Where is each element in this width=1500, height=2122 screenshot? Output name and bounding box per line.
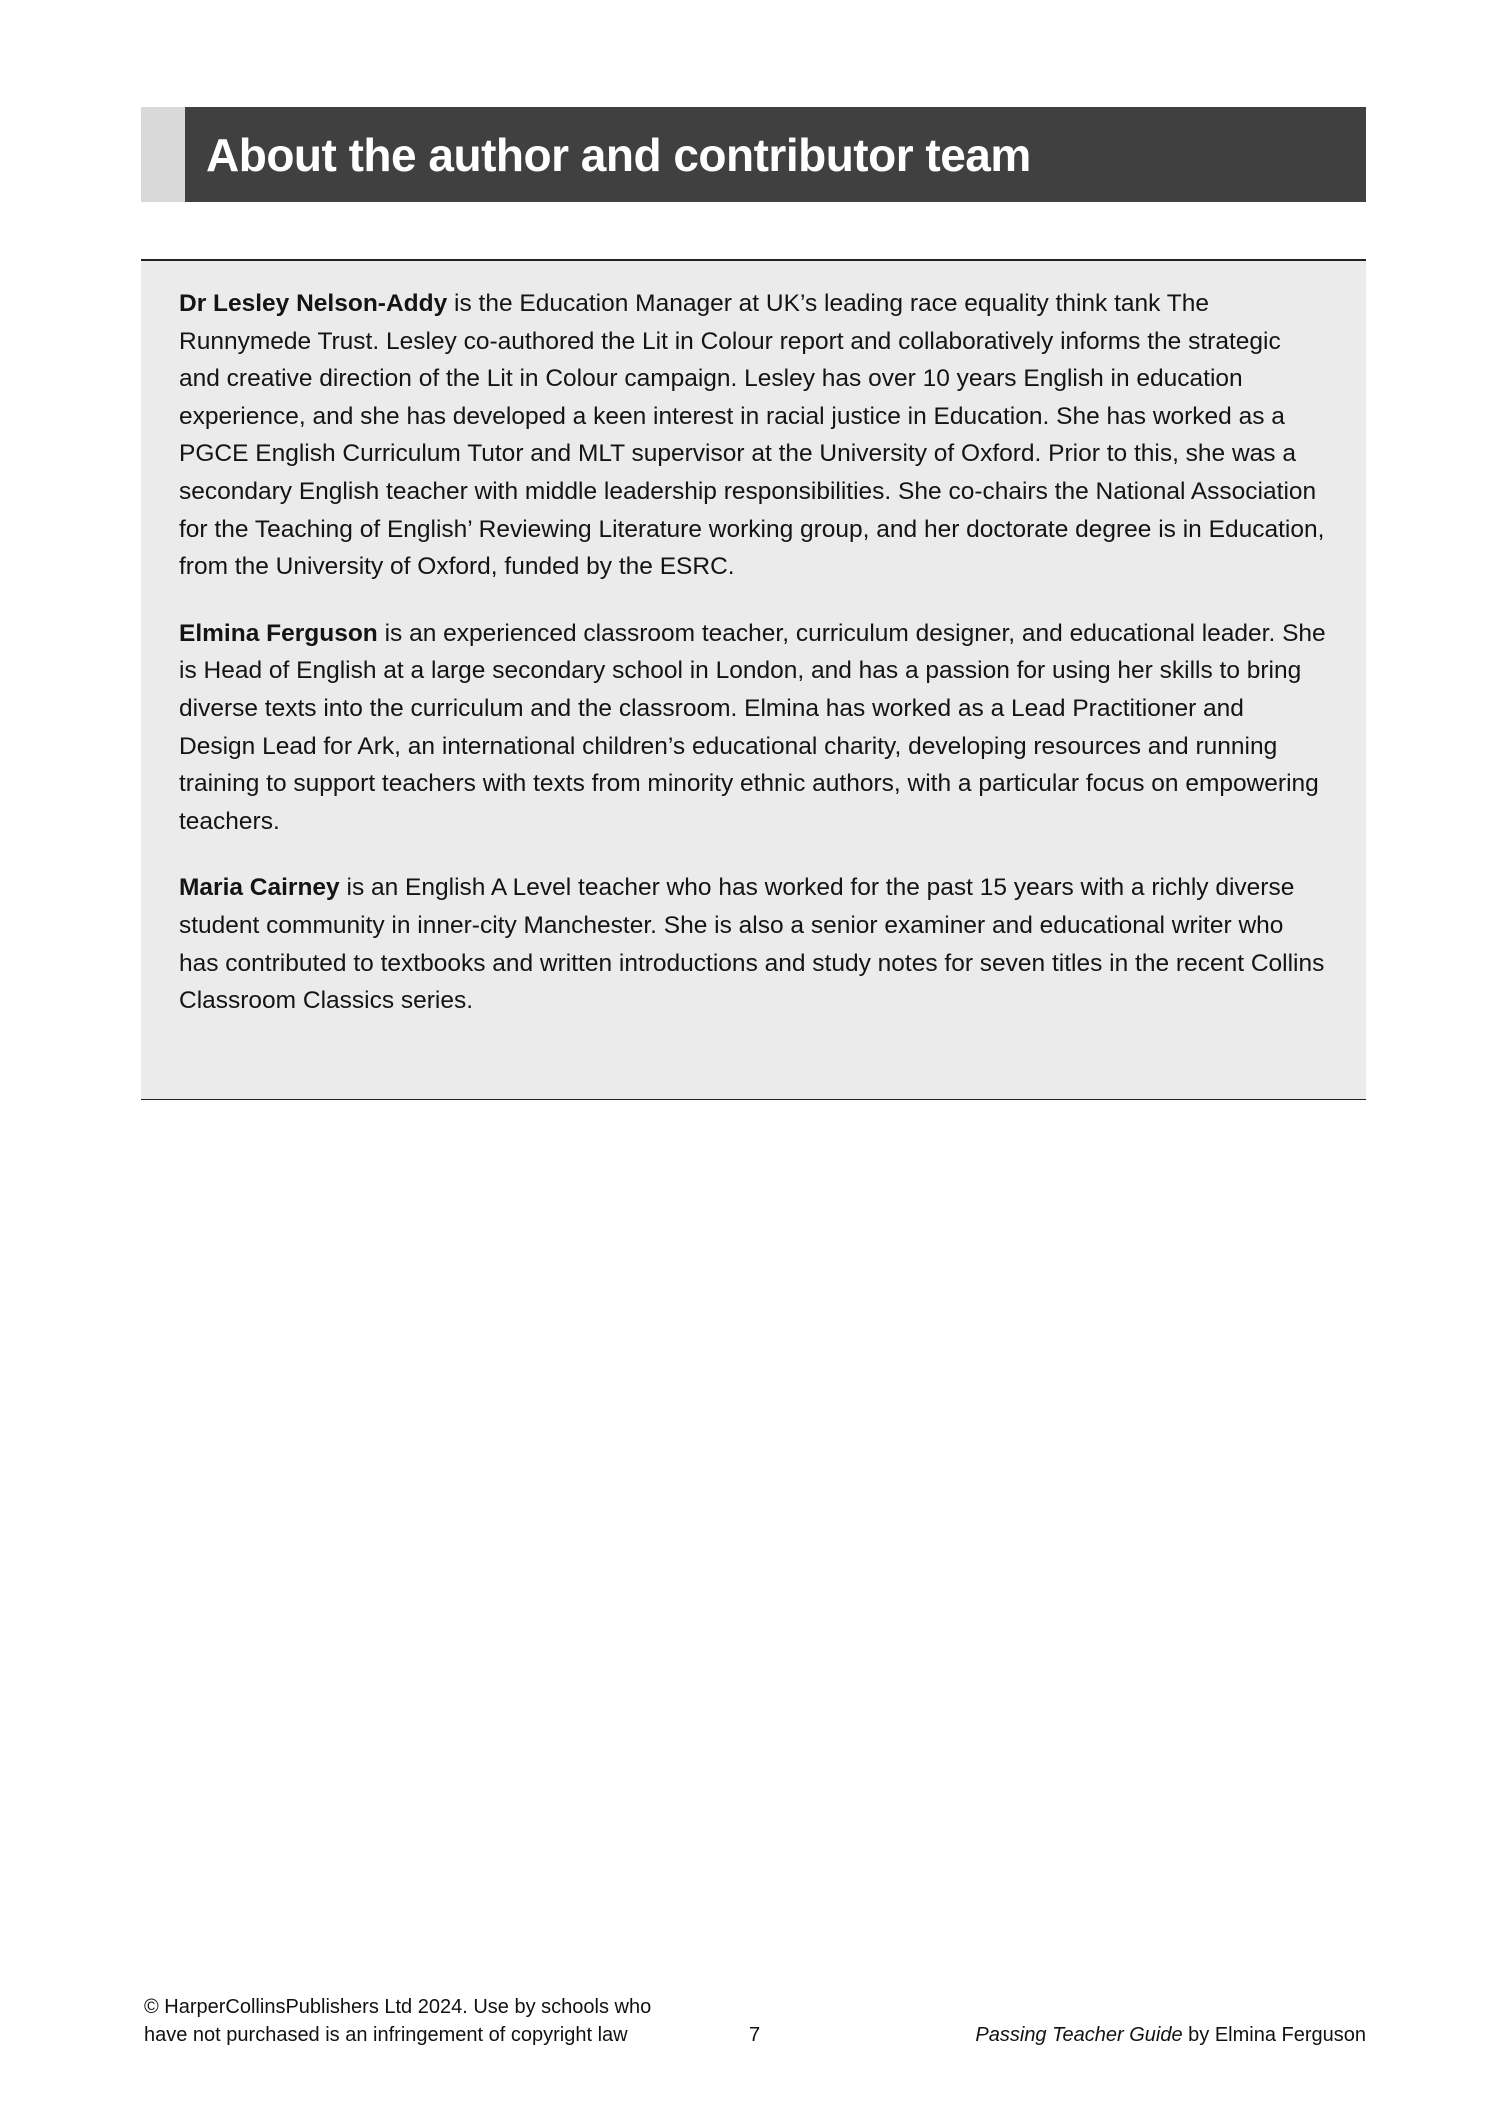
bio-name: Dr Lesley Nelson-Addy — [179, 290, 448, 317]
bio-paragraph-maria-cairney — [179, 869, 1326, 1019]
bio-name: Maria Cairney — [179, 874, 340, 902]
bio-paragraph-elmina-ferguson — [179, 615, 1326, 841]
book-credit — [975, 2021, 1366, 2049]
copyright-line-1: © HarperCollinsPublishers Ltd 2024. Use by schools who — [144, 1996, 652, 2018]
copyright-notice — [144, 1993, 704, 2049]
title-background — [185, 107, 1366, 202]
copyright-line-2: have not purchased is an infringement of copyright law — [144, 2024, 628, 2046]
page-title: About the author and contributor team — [206, 128, 1031, 181]
bio-paragraph-lesley-nelson-addy — [179, 285, 1326, 586]
bio-box — [141, 259, 1366, 1100]
section-title-bar — [141, 107, 1366, 202]
page-footer — [144, 1993, 1366, 2053]
bio-text: is an English A Level teacher who has worked for the past 15 years with a richly diverse student community in inner-city Manchester. She is also a senior examiner and educational writer who has contributed to textbooks and written introductions and study notes for seven titles in the recent Collins Classroom Classics series. — [179, 874, 1325, 1015]
bio-text: is an experienced classroom teacher, curriculum designer, and educational leader. She is Head of English at a large secondary school in London, and has a passion for using her skills to bring diverse texts into the curriculum and the classroom. Elmina has worked as a Lead Practitioner and Design Lead for Ark, an international children’s educational charity, developing resources and running training to support teachers with texts from minority ethnic authors, with a particular focus on empowering teachers. — [179, 619, 1326, 835]
bio-name: Elmina Ferguson — [179, 619, 378, 647]
bio-text: is the Education Manager at UK’s leading race equality think tank The Runnymede Trust. Lesley co-authored the Lit in Colour report and collaboratively informs the strategic and creative direction of the Lit in Colour campaign. Lesley has over 10 years English in education experience, and she has developed a keen interest in racial justice in Education. She has worked as a PGCE English Curriculum Tutor and MLT supervisor at the University of Oxford. Prior to this, she was a secondary English teacher with middle leadership responsibilities. She co-chairs the National Association for the Teaching of English’ Reviewing Literature working group, and her doctorate degree is in Education, from the University of Oxford, funded by the ESRC. — [179, 290, 1325, 581]
author-credit: by Elmina Ferguson — [1182, 2024, 1366, 2046]
book-title: Passing Teacher Guide — [975, 2024, 1183, 2046]
page-number: 7 — [749, 2024, 761, 2046]
title-accent-block — [141, 107, 185, 202]
